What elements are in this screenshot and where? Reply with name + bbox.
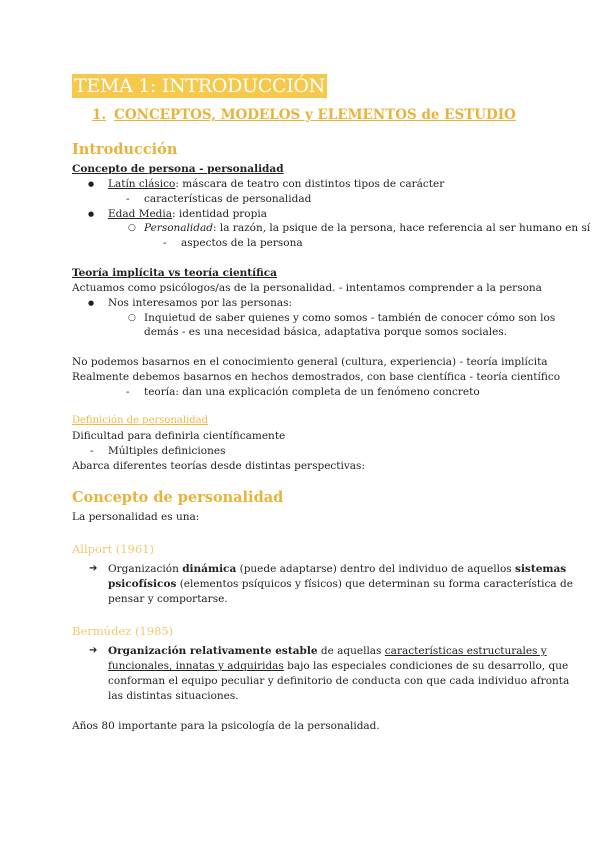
teoria-line-1: Actuamos como psicólogos/as de la personalidad. - intentamos comprender a la persona [72,282,542,294]
edad-bullet [108,207,267,221]
bermudez-text-2: bajo las especiales condiciones de su desarrollo, que [283,660,569,672]
allport-line-3: pensar y comportarse. [108,593,228,605]
teoria-circle-line-2: demás - es una necesidad básica, adaptativa porque somos sociales. [144,326,508,338]
definicion-line-2: Abarca diferentes teorías desde distintas perspectivas: [72,460,365,472]
allport-text-1: Organización [108,563,183,575]
bermudez-line-4: las distintas situaciones. [108,690,239,702]
bermudez-line-3: conforman el equipo peculiar y definitorio de conducta con que cada individuo afronta [108,675,570,687]
definicion-link[interactable]: Definición de personalidad [72,415,208,426]
latin-dash-item: - características de personalidad [144,192,311,206]
allport-bold-dinamica: dinámica [182,563,237,575]
bermudez-text-1: de aquellas [317,645,385,657]
allport-line-2 [108,577,573,591]
allport-bold-sistemas: sistemas [515,563,567,575]
teoria-dash-item: - teoría: dan una explicación completa de un fenómeno concreto [144,385,480,399]
allport-bold-psicofisicos: psicofísicos [108,578,177,590]
section-number: 1. [92,107,107,123]
personalidad-text: : la razón, la psique de la persona, hace referencia al ser humano en sí [212,222,591,234]
page-title: TEMA 1: INTRODUCCIÓN [74,75,326,97]
section-heading [92,106,516,124]
concepto-line-1: La personalidad es una: [72,511,200,523]
teoria-circle-line-1: ○ Inquietud de saber quienes y como somos - también de conocer cómo son los [144,311,555,325]
bermudez-line-2 [108,659,568,673]
allport-text-2: (puede adaptarse) dentro del individuo de aquellos [236,563,516,575]
allport-line-1 [108,562,566,576]
teoria-line-2: No podemos basarnos en el conocimiento general (cultura, experiencia) - teoría implícita [72,356,548,368]
bermudez-underline-2: funcionales, innatas y adquiridas [108,660,284,672]
intro-heading: Introducción [72,141,178,158]
persona-subheading: Concepto de persona - personalidad [72,163,284,175]
teoria-bullet: ● Nos interesamos por las personas: [108,296,292,310]
personalidad-dash-item: - aspectos de la persona [181,236,303,250]
bermudez-heading: Bermúdez (1985) [72,624,174,638]
definicion-dash-item: - Múltiples definiciones [108,444,225,458]
teoria-heading: Teoría implícita vs teoría científica [72,267,277,279]
allport-heading: Allport (1961) [72,542,154,556]
latin-bullet [108,177,444,191]
personalidad-italic: Personalidad [144,222,213,234]
personalidad-circle-item [144,221,590,235]
section-label: CONCEPTOS, MODELOS y ELEMENTOS de ESTUDIO [114,107,516,123]
closing-line: Años 80 importante para la psicología de la personalidad. [72,720,380,732]
edad-label: Edad Media [108,208,173,220]
latin-label: Latín clásico [108,178,176,190]
bermudez-underline-1: características estructurales y [384,645,547,657]
latin-text: : máscara de teatro con distintos tipos de carácter [175,178,445,190]
edad-text: : identidad propia [172,208,267,220]
teoria-line-3: Realmente debemos basarnos en hechos demostrados, con base científica - teoría científico [72,371,561,383]
bermudez-bold-organizacion: Organización relativamente estable [108,645,318,657]
definicion-line-1: Dificultad para definirla científicamente [72,430,286,442]
bermudez-line-1 [108,644,547,658]
allport-text-3: (elementos psíquicos y físicos) que determinan su forma característica de [176,578,573,590]
concepto-heading: Concepto de personalidad [72,489,284,506]
